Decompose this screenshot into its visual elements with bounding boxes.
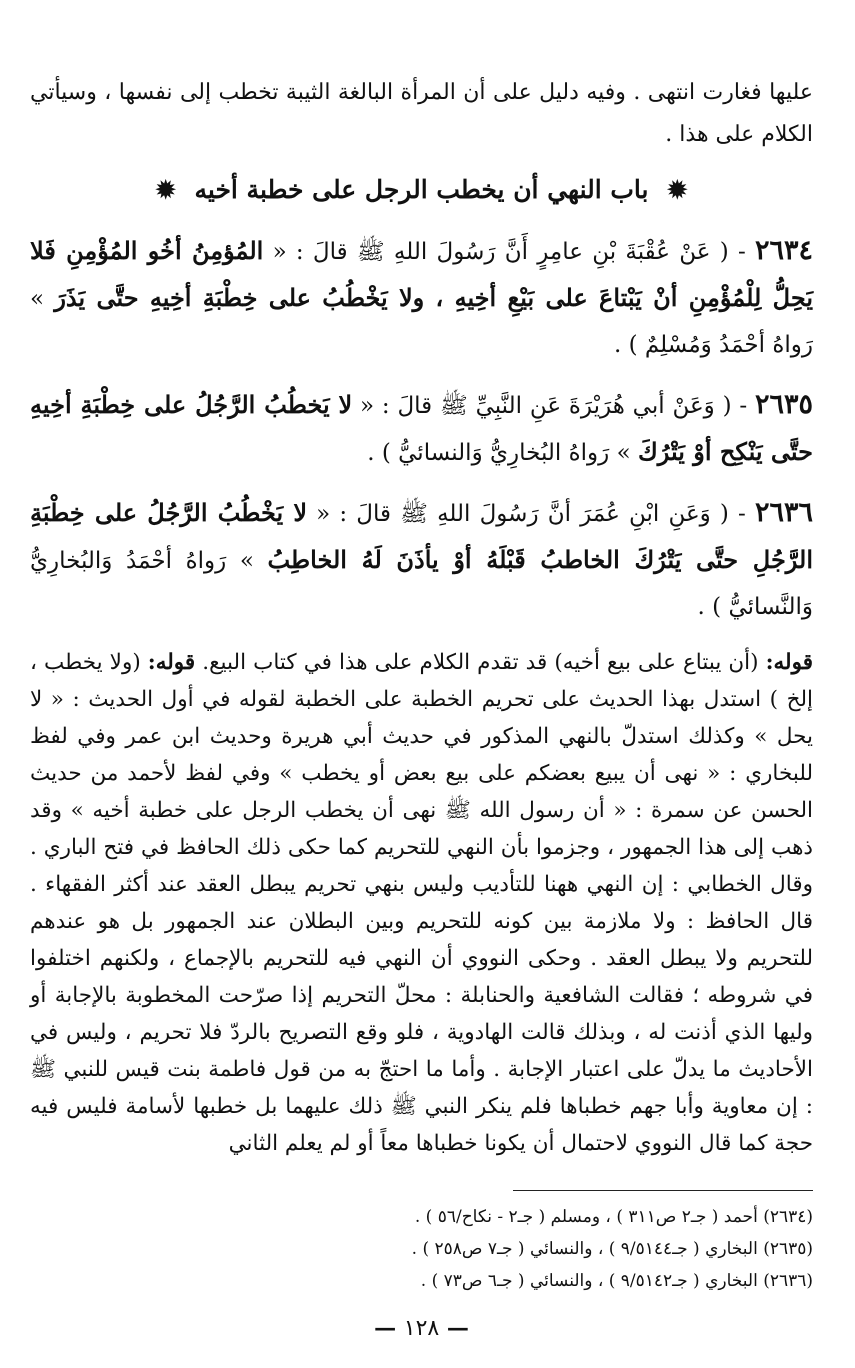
- hadith-isnad: - ( وَعَنْ أبي هُرَيْرَةَ عَنِ النَّبِيِّ ﷺ قالَ : «: [352, 393, 755, 419]
- hadith-isnad: - ( وَعَنِ ابْنِ عُمَرَ أنَّ رَسُولَ اللهِ ﷺ قالَ : «: [307, 501, 755, 527]
- hadith-2636: [30, 490, 813, 630]
- footnote-2636: (٢٦٣٦) البخاري ( جـ٩/٥١٤٢ ) ، والنسائي ( جـ٦ ص٧٣ ) .: [420, 1271, 813, 1291]
- hadith-2634: [30, 228, 813, 368]
- intro-paragraph: عليها فغارت انتهى . وفيه دليل على أن المرأة البالغة الثيبة تخطب إلى نفسها ، وسيأتي الكلام على هذا .: [30, 80, 813, 147]
- star-ornament-icon: ✹: [667, 175, 688, 204]
- page-number-value: ١٢٨: [403, 1316, 440, 1341]
- chapter-title: باب النهي أن يخطب الرجل على خطبة أخيه: [194, 175, 649, 204]
- hadith-number: ٢٦٣٥: [754, 389, 813, 420]
- commentary-paragraph: [30, 644, 813, 1162]
- hadith-2635: [30, 382, 813, 476]
- hadith-source: » رَواهُ أحْمَدُ وَالبُخارِيُّ وَالنَّسائيُّ ) .: [30, 548, 813, 620]
- page-number: — ١٢٨ —: [374, 1315, 469, 1341]
- hadith-source: » رَواهُ البُخارِيُّ وَالنسائيُّ ) .: [367, 440, 638, 466]
- commentary-text: (ولا يخطب ، إلخ ) استدل بهذا الحديث على تحريم الخطبة على الخطبة لقوله في أول الحديث : « لا يحل » وكذلك استدلّ بالنهي المذكور في حديث أبي هريرة وحديث ابن عمر وفي لفظ للبخاري : « نهى أن يبيع بعضكم على بيع بعض أو يخطب » وفي لفظ لأحمد من حديث الحسن عن سمرة : « أن رسول الله ﷺ نهى أن يخطب الرجل على خطبة أخيه » وقد ذهب إلى هذا الجمهور ، وجزموا بأن النهي للتحريم كما حكى ذلك الحافظ في فتح الباري . وقال الخطابي : إن النهي ههنا للتأديب وليس بنهي تحريم يبطل العقد عند أكثر الفقهاء . قال الحافظ : ولا ملازمة بين كونه للتحريم وبين البطلان عند الجمهور بل هو عندهم للتحريم ولا يبطل العقد . وحكى النووي أن النهي فيه للتحريم بالإجماع ، ولكنهم اختلفوا في شروطه ؛ فقالت الشافعية والحنابلة : محلّ التحريم إذا صرّحت المخطوبة بالإجابة أو وليها الذي أذنت له ، وبذلك قالت الهادوية ، فلو وقع التصريح بالردّ فلا تحريم ، وليس في الأحاديث ما يدلّ على اعتبار الإجابة . وأما ما احتجّ به من قول فاطمة بنت قيس للنبي ﷺ : إن معاوية وأبا جهم خطباها فلم ينكر النبي ﷺ ذلك عليهما بل خطبها لأسامة فليس فيه حجة كما قال النووي لاحتمال أن يكونا خطباها معاً أو لم يعلم الثاني: [30, 650, 813, 1156]
- hadith-number: ٢٦٣٤: [754, 235, 813, 266]
- chapter-heading: [30, 170, 813, 210]
- hadith-matn: المُؤمِنُ أخُو المُؤْمِنِ فَلا يَحِلُّ لِلْمُؤْمِنِ أنْ يَبْتاعَ على بَيْعِ أخِيهِ ، ولا يَخْطُبُ على خِطْبَةِ أخِيهِ حتَّى يَذَرَ: [30, 236, 814, 312]
- commentary-label: قوله:: [765, 650, 813, 675]
- footnote-2635: (٢٦٣٥) البخاري ( جـ٩/٥١٤٤ ) ، والنسائي ( جـ٧ ص٢٥٨ ) .: [411, 1239, 813, 1259]
- commentary-label: قوله:: [147, 650, 196, 675]
- hadith-number: ٢٦٣٦: [754, 497, 813, 528]
- hadith-isnad: - ( عَنْ عُقْبَةَ بْنِ عامِرٍ أَنَّ رَسُولَ اللهِ ﷺ قالَ : «: [263, 239, 755, 265]
- hadith-matn: لا يَخْطُبُ الرَّجُلُ على خِطْبَةِ الرَّجُلِ حتَّى يَتْرُكَ الخاطبُ قَبْلَهُ أوْ يأذَنَ لَهُ الخاطِبُ: [30, 498, 814, 574]
- footnote-2634: (٢٦٣٤) أحمد ( جـ٢ ص٣١١ ) ، ومسلم ( جـ٢ - نكاح/٥٦ ) .: [414, 1207, 813, 1227]
- star-ornament-icon: ✹: [155, 175, 176, 204]
- hadith-matn: لا يَخطُبُ الرَّجُلُ على خِطْبَةِ أخِيهِ حتَّى يَنْكِح أوْ يَتْرُكَ: [30, 390, 813, 466]
- footnote-divider: [513, 1190, 813, 1191]
- hadith-source: » رَواهُ أحْمَدُ وَمُسْلِمٌ ) .: [30, 286, 813, 358]
- commentary-text: (أن يبتاع على بيع أخيه) قد تقدم الكلام على هذا في كتاب البيع.: [195, 650, 766, 675]
- footnotes: [30, 1201, 813, 1297]
